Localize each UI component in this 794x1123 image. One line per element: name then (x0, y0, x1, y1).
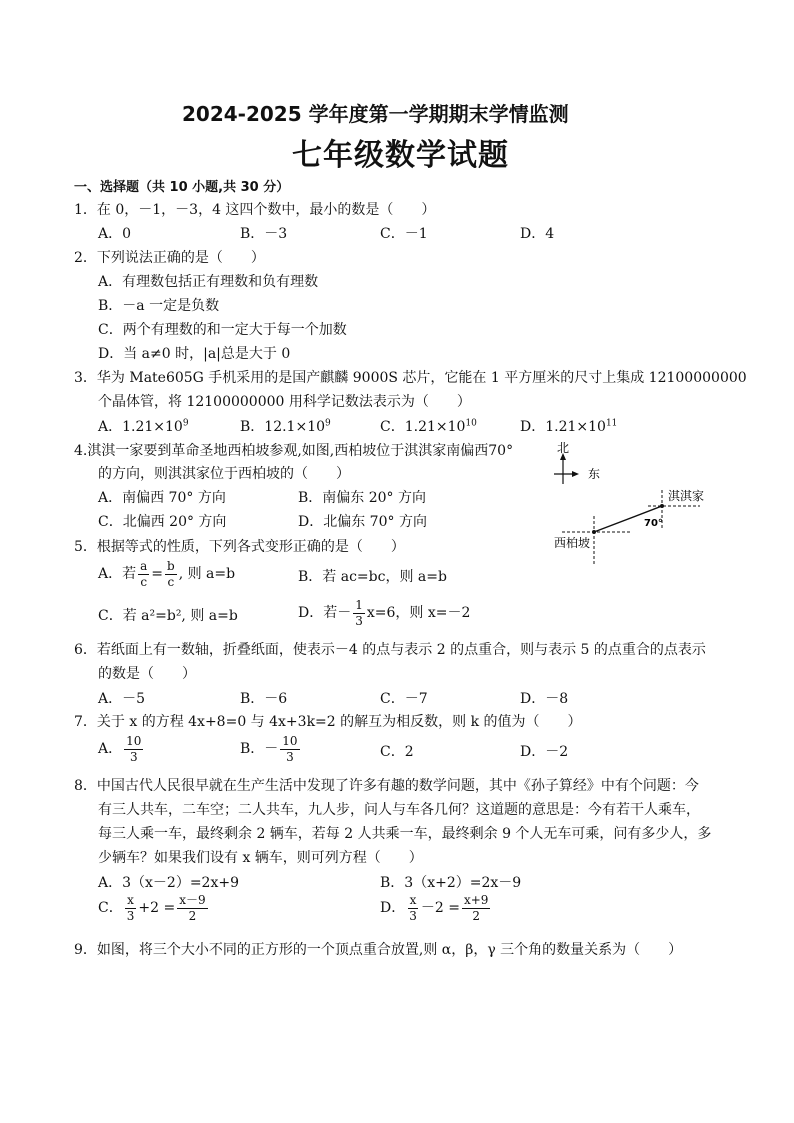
question-5-stem: 5．根据等式的性质，下列各式变形正确的是（ ） (74, 539, 405, 555)
question-2-option-c: C．两个有理数的和一定大于每一个加数 (98, 322, 347, 338)
question-6-option-c: C．－7 (380, 691, 428, 707)
question-2-option-d: D．当 a≠0 时，|a|总是大于 0 (98, 346, 291, 362)
question-3-option-b: B．$12.1\times 10^9$ (240, 418, 331, 435)
question-7-option-c: C．2 (380, 744, 414, 760)
question-3-stem-line2: 个晶体管，将 12100000000 用科学记数法表示为（ ） (98, 394, 471, 410)
question-1-option-d: D．4 (520, 226, 555, 242)
question-6-stem-line2: 的数是（ ） (98, 666, 196, 682)
question-8-line3: 每三人乘一车，最终剩余 2 辆车，若每 2 人共乘一车，最终剩余 9 个人无车可乘，问有多少人，多 (98, 826, 712, 842)
question-5-option-d: D．若－ $\frac{1}{3}$ x=6，则 x=－2 (298, 597, 471, 628)
question-8-line4: 少辆车？如果我们设有 x 辆车，则可列方程（ ） (98, 850, 423, 866)
question-7-option-b: B．－ $\frac{10}{3}$ (240, 733, 298, 764)
question-4-option-b: B．南偏东 20° 方向 (298, 490, 427, 506)
section-heading: 一、选择题（共 10 小题,共 30 分） (74, 180, 290, 195)
question-8-option-c: C． $\frac{x}{3}$ +2 = $\frac{x-9}{2}$ (98, 892, 206, 923)
east-arrow-icon (572, 471, 579, 477)
question-3-option-a: A．$1.21\times 10^9$ (98, 418, 189, 435)
question-2-stem: 2．下列说法正确的是（ ） (74, 250, 265, 266)
question-9-stem: 9．如图，将三个大小不同的正方形的一个顶点重合放置,则 α，β，γ 三个角的数量关系为（ ） (74, 942, 683, 958)
question-4-stem-line2: 的方向，则淇淇家位于西柏坡的（ ） (98, 466, 350, 482)
question-8-option-d: D． $\frac{x}{3}$ －2 = $\frac{x+9}{2}$ (380, 892, 489, 923)
direction-diagram (548, 436, 728, 572)
question-3-stem-line1: 3．华为 Mate605G 手机采用的是国产麒麟 9000S 芯片，它能在 1 平方厘米的尺寸上集成 12100000000 (74, 370, 747, 386)
question-7-option-a: A． $\frac{10}{3}$ (98, 733, 142, 764)
exam-title: 七年级数学试题 (292, 138, 509, 173)
question-7-option-d: D．－2 (520, 744, 569, 760)
question-6-option-a: A．－5 (98, 691, 146, 707)
question-6-option-b: B．－6 (240, 691, 288, 707)
question-2-option-b: B．－a 一定是负数 (98, 298, 220, 314)
question-8-option-a: A．3（x－2）=2x+9 (98, 875, 239, 891)
question-4-stem-line1: 4.淇淇一家要到革命圣地西柏坡参观,如图,西柏坡位于淇淇家南偏西70° (74, 443, 514, 459)
question-4-option-a: A．南偏西 70° 方向 (98, 490, 226, 506)
question-1-option-c: C．－1 (380, 226, 428, 242)
question-2-option-a: A．有理数包括正有理数和负有理数 (98, 274, 319, 290)
question-8-option-b: B．3（x+2）=2x－9 (380, 875, 522, 891)
question-6-option-d: D．－8 (520, 691, 569, 707)
question-6-stem-line1: 6．若纸面上有一数轴，折叠纸面，使表示－4 的点与表示 2 的点重合，则与表示 5 的点重合的点表示 (74, 642, 706, 658)
question-3-option-d: D．$1.21\times 10^{11}$ (520, 418, 618, 435)
exam-subtitle: 2024-2025 学年度第一学期期末学情监测 (182, 102, 569, 126)
question-1-option-b: B．－3 (240, 226, 288, 242)
question-3-option-c: C．$1.21\times 10^{10}$ (380, 418, 477, 435)
question-4-option-c: C．北偏西 20° 方向 (98, 514, 227, 530)
site-point (592, 530, 596, 534)
compass-north-label: 北 (557, 441, 570, 455)
angle-label: 70° (644, 518, 663, 529)
question-4-option-d: D．北偏东 70° 方向 (298, 514, 427, 530)
home-label: 淇淇家 (668, 489, 705, 503)
question-8-line1: 8．中国古代人民很早就在生产生活中发现了许多有趣的数学问题，其中《孙子算经》中有个问题：今 (74, 778, 699, 794)
question-1-stem: 1．在 0，－1，－3，4 这四个数中，最小的数是（ ） (74, 202, 436, 218)
question-1-option-a: A．0 (98, 226, 132, 242)
question-5-option-a: A．若 $\frac{a}{c}$ = $\frac{b}{c}$ , 则 a=b (98, 558, 236, 589)
question-8-line2: 有三人共车，二车空；二人共车，九人步，问人与车各几何？这道题的意思是：今有若干人乘车， (98, 802, 700, 818)
home-point (660, 504, 664, 508)
site-label: 西柏坡 (554, 536, 591, 550)
question-5-option-b: B．若 ac=bc，则 a=b (298, 569, 447, 585)
question-5-option-c: C．若 a²=b², 则 a=b (98, 608, 238, 624)
question-7-stem: 7．关于 x 的方程 4x+8=0 与 4x+3k=2 的解互为相反数，则 k 的值为（ ） (74, 714, 582, 730)
compass-east-label: 东 (588, 467, 601, 481)
